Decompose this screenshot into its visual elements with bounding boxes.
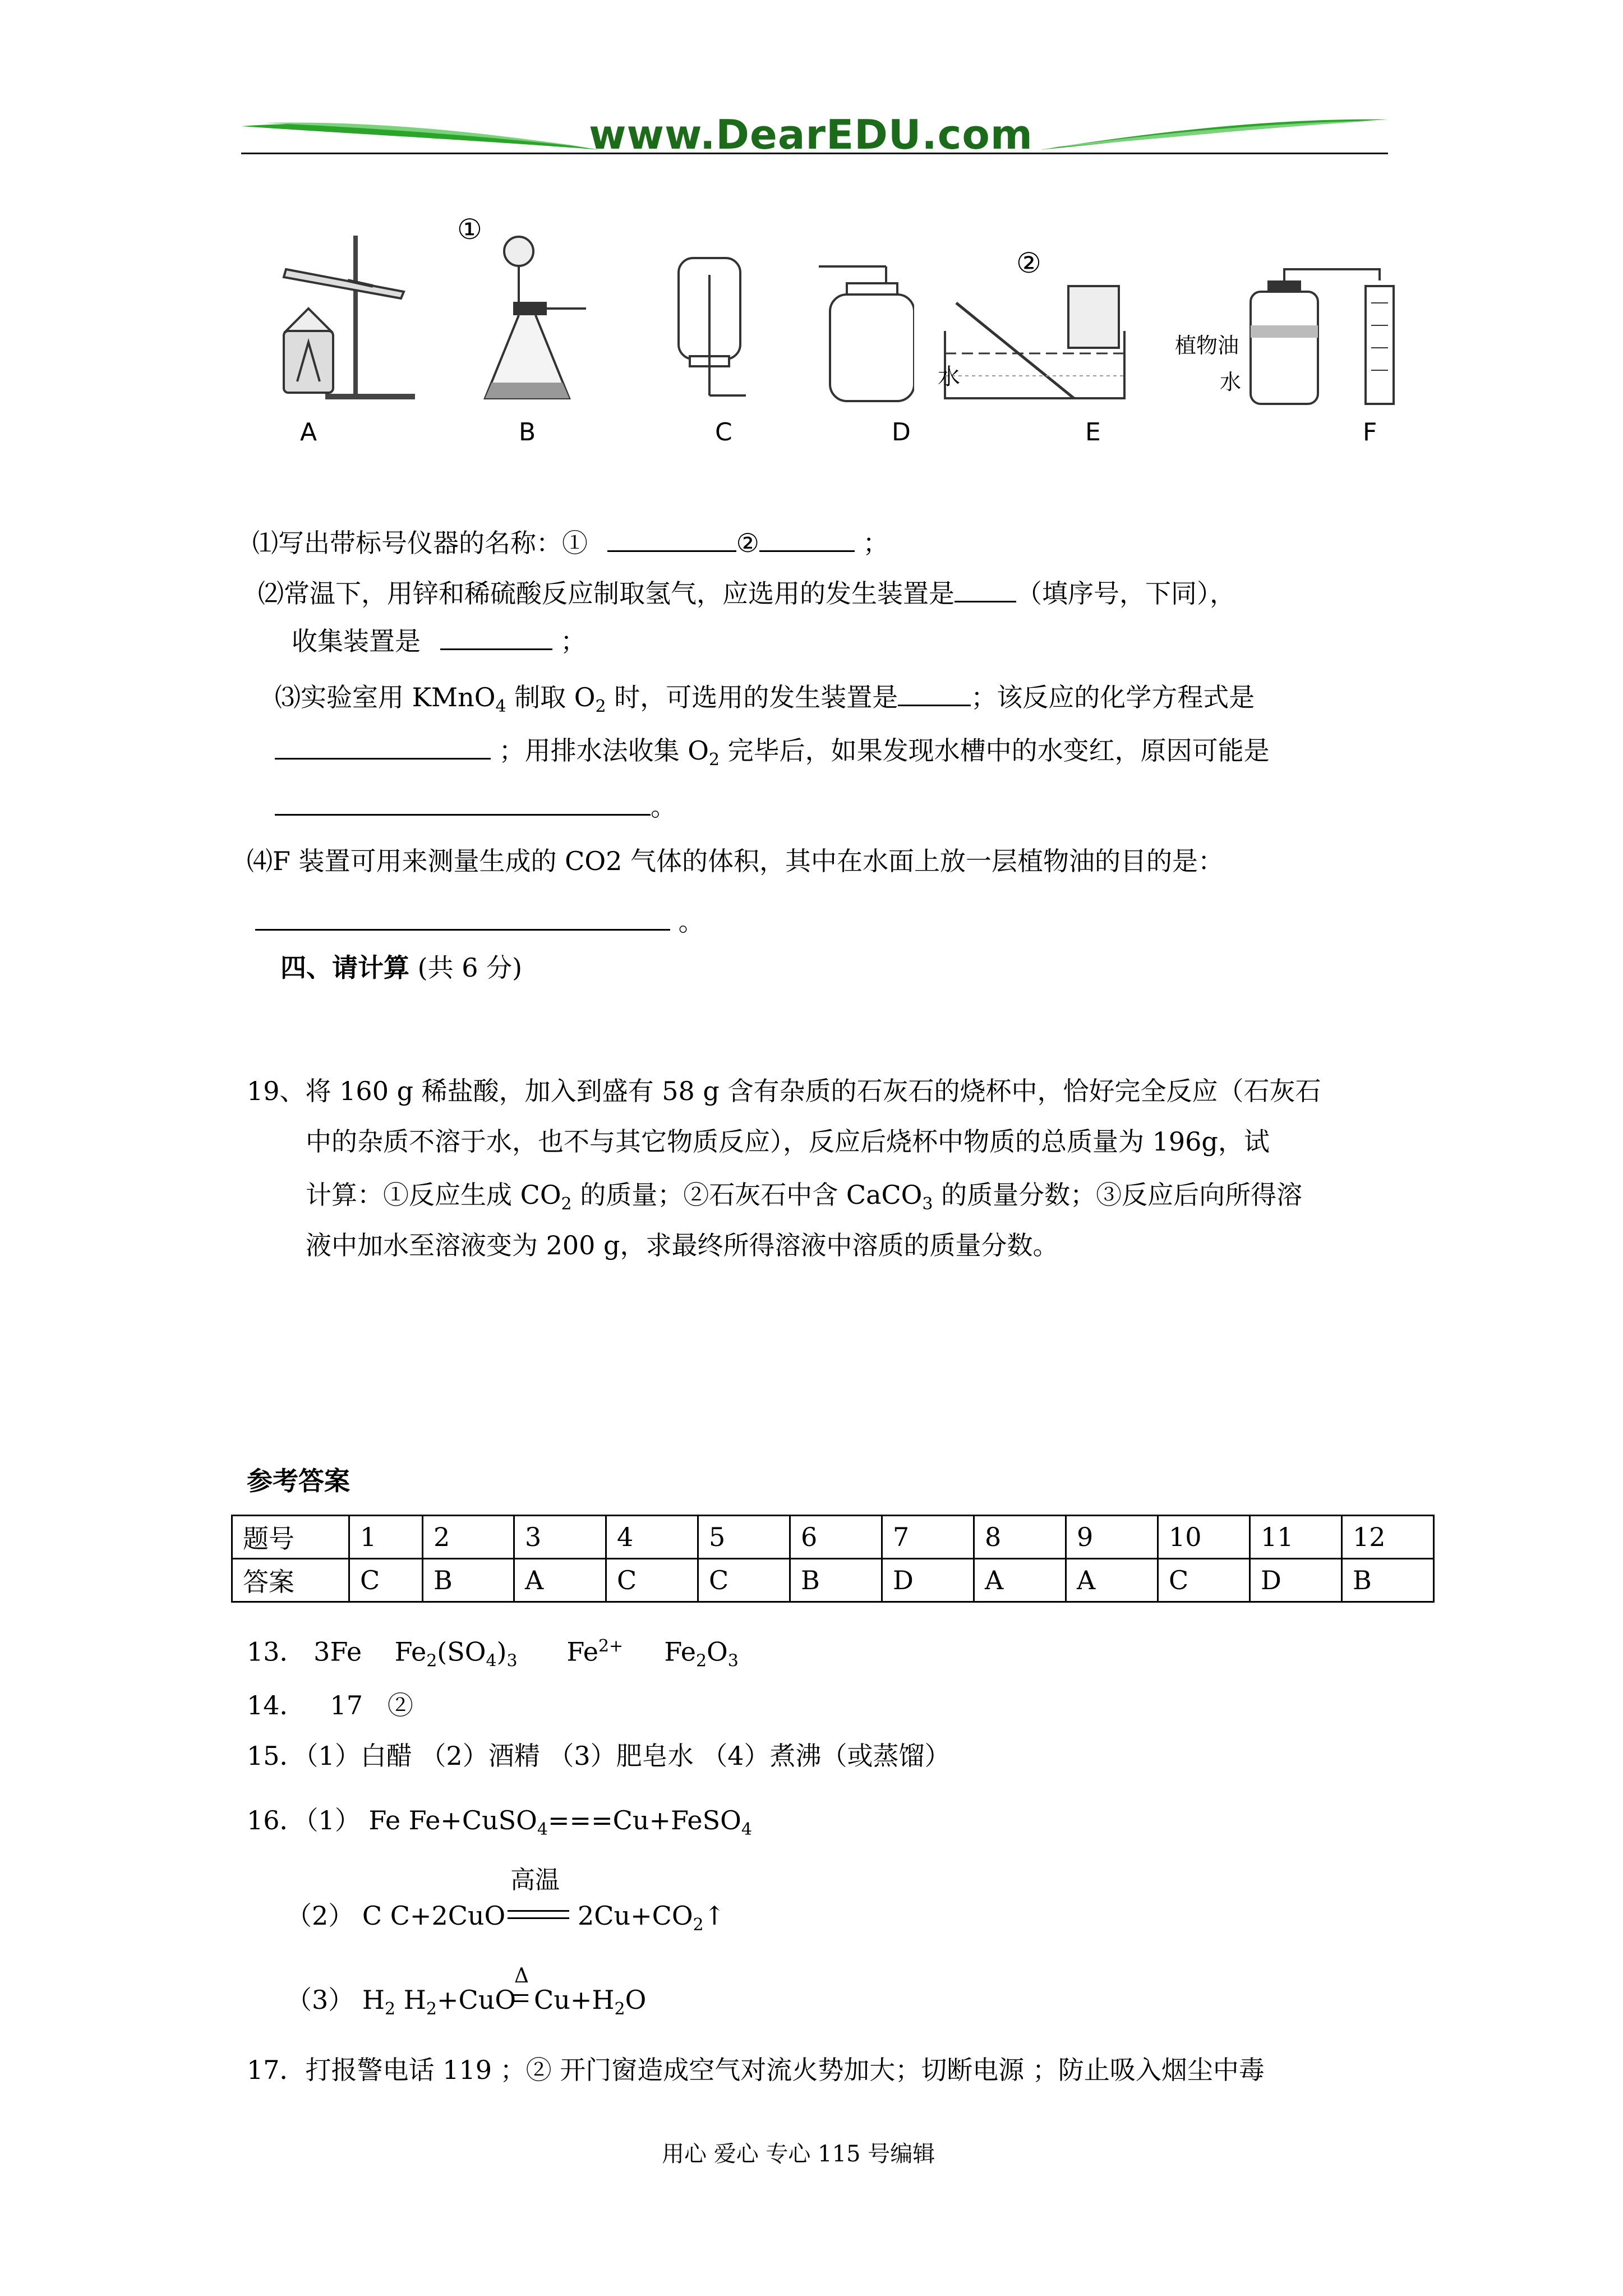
- q18-part3a: [275, 679, 1255, 724]
- answer-16-l2c: ↑: [703, 1901, 726, 1931]
- q18-part3b-t2: 完毕后，如果发现水槽中的水变红，原因可能是: [720, 735, 1270, 766]
- table-cell: 2: [423, 1516, 514, 1559]
- table-row: [232, 1559, 1434, 1602]
- table-cell: 4: [606, 1516, 698, 1559]
- q19-line2: 中的杂质不溶于水，也不与其它物质反应），反应后烧杯中物质的总质量为 196g，试: [306, 1126, 1270, 1157]
- q18-part2b: [292, 623, 586, 658]
- answer-16-eq-bar-4: [511, 2000, 528, 2002]
- q18-part4: [247, 844, 1224, 878]
- table-cell: 9: [1066, 1516, 1158, 1559]
- q18-part3a-sub2: 2: [595, 697, 606, 717]
- table-cell: 8: [974, 1516, 1066, 1559]
- answer-15: [247, 1739, 950, 1773]
- q18-blank-2: [759, 524, 855, 552]
- q19-line4: 液中加水至溶液变为 200 g，求最终所得溶液中溶质的质量分数。: [306, 1230, 1059, 1260]
- table-cell: 1: [349, 1516, 423, 1559]
- answer-16-l1a: （1） Fe Fe+CuSO: [305, 1805, 537, 1835]
- answer-16-l1s2: 4: [741, 1820, 752, 1840]
- apparatus-label-f: F: [1363, 418, 1377, 447]
- q18-blank-7: [275, 788, 651, 816]
- answer-13-t3sup: 2+: [598, 1636, 624, 1656]
- apparatus-c-drawing: [667, 252, 751, 404]
- q19-line1: 19、将 160 g 稀盐酸，加入到盛有 58 g 含有杂质的石灰石的烧杯中，恰好完全反应（石灰石: [247, 1076, 1321, 1106]
- q18-part3b-sub: 2: [708, 750, 720, 770]
- header-swoosh-right: [1040, 115, 1388, 154]
- answer-13-t2s2: 4: [486, 1651, 497, 1671]
- answer-16-l3e: O: [625, 1985, 647, 2015]
- answer-13-t1: 3Fe: [313, 1636, 362, 1667]
- answer-16-line2-right: [578, 1899, 725, 1942]
- q18-part3a-t1: ⑶实验室用 KMnO: [275, 682, 496, 712]
- table-cell: C: [1158, 1559, 1250, 1602]
- answers-title: 参考答案: [247, 1466, 350, 1496]
- answer-16-l3a: （3） H: [286, 1985, 385, 2015]
- answer-14: [247, 1688, 413, 1722]
- table-cell: A: [1066, 1559, 1158, 1602]
- q18-blank-5: [898, 679, 971, 706]
- q18-blank-3: [955, 575, 1016, 602]
- answer-13-t2s3: 3: [506, 1651, 518, 1671]
- answer-16-l3b: H: [395, 1985, 426, 2015]
- q18-part4-text: ⑷F 装置可用来测量生成的 CO2 气体的体积，其中在水面上放一层植物油的目的是：: [247, 846, 1224, 876]
- q19-line3: [306, 1178, 1302, 1221]
- answer-13-t4s2: 3: [727, 1651, 739, 1671]
- answer-13-t3a: Fe: [566, 1636, 598, 1667]
- answer-16-condition-high-temp: 高温: [510, 1866, 560, 1894]
- q18-blank-8: [255, 903, 670, 931]
- answer-table: [231, 1515, 1435, 1603]
- answer-13-t4s1: 2: [695, 1651, 707, 1671]
- answer-16-eq-bar-3: [511, 1994, 528, 1996]
- table-cell: A: [514, 1559, 606, 1602]
- label-water-e: 水: [938, 364, 960, 390]
- answer-16-l3s1: 2: [385, 1999, 396, 2019]
- q18-part3a-sub1: 4: [495, 697, 506, 717]
- answer-13-t4b: O: [707, 1636, 728, 1667]
- q18-part1-mid: ②: [736, 528, 759, 558]
- answer-16-l3c: +CuO: [436, 1985, 517, 2015]
- q18-part3b: [275, 732, 1270, 777]
- answer-16-line2: [286, 1899, 505, 1932]
- apparatus-label-c: C: [715, 418, 732, 447]
- header-rule: [241, 153, 1388, 154]
- site-logo-text: www.DearEDU.com: [589, 111, 1033, 158]
- answer-16-l1s: 4: [537, 1820, 548, 1840]
- section-4-title: 四、请计算: [280, 953, 409, 983]
- answer-16-line3-right: [534, 1983, 646, 2026]
- answer-16-l1b: ===Cu+FeSO: [548, 1805, 741, 1835]
- table-cell: 题号: [232, 1516, 349, 1559]
- q18-part1-end: ；: [863, 528, 889, 558]
- answer-13-t2s1: 2: [426, 1651, 437, 1671]
- table-cell: C: [349, 1559, 423, 1602]
- q18-part3a-end: ；该反应的化学方程式是: [971, 682, 1255, 712]
- table-cell: A: [974, 1559, 1066, 1602]
- q18-part2b-end: ；: [560, 626, 587, 656]
- answer-16-l2b: 2Cu+CO: [578, 1901, 693, 1931]
- answer-13: [247, 1630, 739, 1678]
- answer-16-eq-bar-2: [508, 1917, 569, 1919]
- answer-14-num: 14．: [247, 1690, 306, 1720]
- table-cell: B: [423, 1559, 514, 1602]
- label-water-f: 水: [1220, 370, 1242, 394]
- marker-2: ②: [1016, 247, 1041, 279]
- q18-part4-answer: [255, 903, 704, 938]
- table-cell: 6: [790, 1516, 882, 1559]
- answer-17: 17．打报警电话 119 ；② 开门窗造成空气对流火势加大；切断电源 ；防止吸入烟尘中毒: [247, 2055, 1265, 2085]
- apparatus-label-d: D: [892, 418, 911, 447]
- table-cell: 11: [1250, 1516, 1342, 1559]
- answer-16-l3s2: 2: [426, 1999, 437, 2019]
- apparatus-f-drawing: [1245, 264, 1413, 409]
- answer-13-num: 13．: [247, 1636, 306, 1667]
- q19-line3-sub1: 2: [561, 1194, 572, 1214]
- marker-1: ①: [457, 213, 482, 246]
- apparatus-a-drawing: [264, 230, 432, 409]
- table-row: [232, 1516, 1434, 1559]
- section-4-heading: [280, 951, 522, 984]
- table-cell: 10: [1158, 1516, 1250, 1559]
- q19-line3-t2: 的质量；②石灰石中含 CaCO: [571, 1180, 923, 1210]
- answer-13-t2c: ): [496, 1636, 507, 1667]
- table-cell: 答案: [232, 1559, 349, 1602]
- table-cell: 3: [514, 1516, 606, 1559]
- q18-part3b-t1: ；用排水法收集 O: [499, 735, 709, 766]
- answer-14-t1: 17: [330, 1690, 363, 1720]
- answer-14-t2: ②: [387, 1690, 413, 1720]
- answer-16-l2s: 2: [693, 1915, 704, 1935]
- answer-16-condition-heat: Δ: [514, 1964, 529, 1987]
- label-oil-f: 植物油: [1175, 333, 1239, 358]
- answer-16-eq-bar-1: [508, 1910, 569, 1912]
- answer-16-num: 16．: [247, 1805, 306, 1835]
- apparatus-label-a: A: [300, 418, 317, 447]
- q18-part1: [252, 524, 889, 560]
- table-cell: 5: [698, 1516, 790, 1559]
- q18-blank-4: [440, 623, 552, 650]
- table-cell: D: [1250, 1559, 1342, 1602]
- answer-15-num: 15．: [247, 1741, 306, 1771]
- table-cell: 12: [1342, 1516, 1434, 1559]
- q18-blank-6: [275, 732, 491, 760]
- q18-part2a-text: ⑵常温下，用锌和稀硫酸反应制取氢气，应选用的发生装置是: [258, 578, 955, 609]
- answer-13-t4a: Fe: [664, 1636, 696, 1667]
- q18-part3c: [275, 788, 676, 823]
- answer-16-l2a: （2） C C+2CuO: [286, 1901, 506, 1931]
- header-swoosh-left: [241, 115, 600, 154]
- apparatus-label-e: E: [1085, 418, 1101, 447]
- q18-part3c-end: 。: [651, 792, 676, 822]
- answer-16-l3s3: 2: [614, 1999, 625, 2019]
- q19-line3-t1: 计算：①反应生成 CO: [306, 1180, 561, 1210]
- answer-15-text: （1）白醋 （2）酒精 （3）肥皂水 （4）煮沸（或蒸馏）: [305, 1741, 951, 1771]
- q18-part1-text: ⑴写出带标号仪器的名称：①: [252, 528, 588, 558]
- q18-part2b-text: 收集装置是: [292, 626, 421, 656]
- apparatus-b-drawing: [479, 236, 592, 409]
- q18-part4-end: 。: [678, 907, 704, 937]
- answer-16-l3d: Cu+H: [534, 1985, 615, 2015]
- apparatus-label-b: B: [519, 418, 536, 447]
- table-cell: B: [790, 1559, 882, 1602]
- q19-line3-t3: 的质量分数；③反应后向所得溶: [933, 1180, 1303, 1210]
- answer-13-t2b: (SO: [437, 1636, 486, 1667]
- table-cell: B: [1342, 1559, 1434, 1602]
- table-cell: 7: [882, 1516, 974, 1559]
- q18-part2a: [258, 575, 1235, 610]
- q18-blank-1: [607, 524, 736, 552]
- q18-part2a-end: （填序号，下同），: [1016, 578, 1235, 609]
- apparatus-d-drawing: [802, 255, 914, 407]
- section-4-points: (共 6 分): [409, 953, 523, 983]
- answer-16-line1: [247, 1803, 752, 1847]
- q19-line3-sub2: 3: [922, 1194, 933, 1214]
- table-cell: D: [882, 1559, 974, 1602]
- table-cell: C: [698, 1559, 790, 1602]
- table-cell: C: [606, 1559, 698, 1602]
- q18-part3a-t2: 制取 O: [506, 682, 596, 712]
- footer-text: 用心 爱心 专心 115 号编辑: [662, 2141, 935, 2167]
- answer-13-t2a: Fe: [394, 1636, 427, 1667]
- q18-part3a-t3: 时，可选用的发生装置是: [606, 682, 898, 712]
- answer-16-line3: [286, 1983, 516, 2026]
